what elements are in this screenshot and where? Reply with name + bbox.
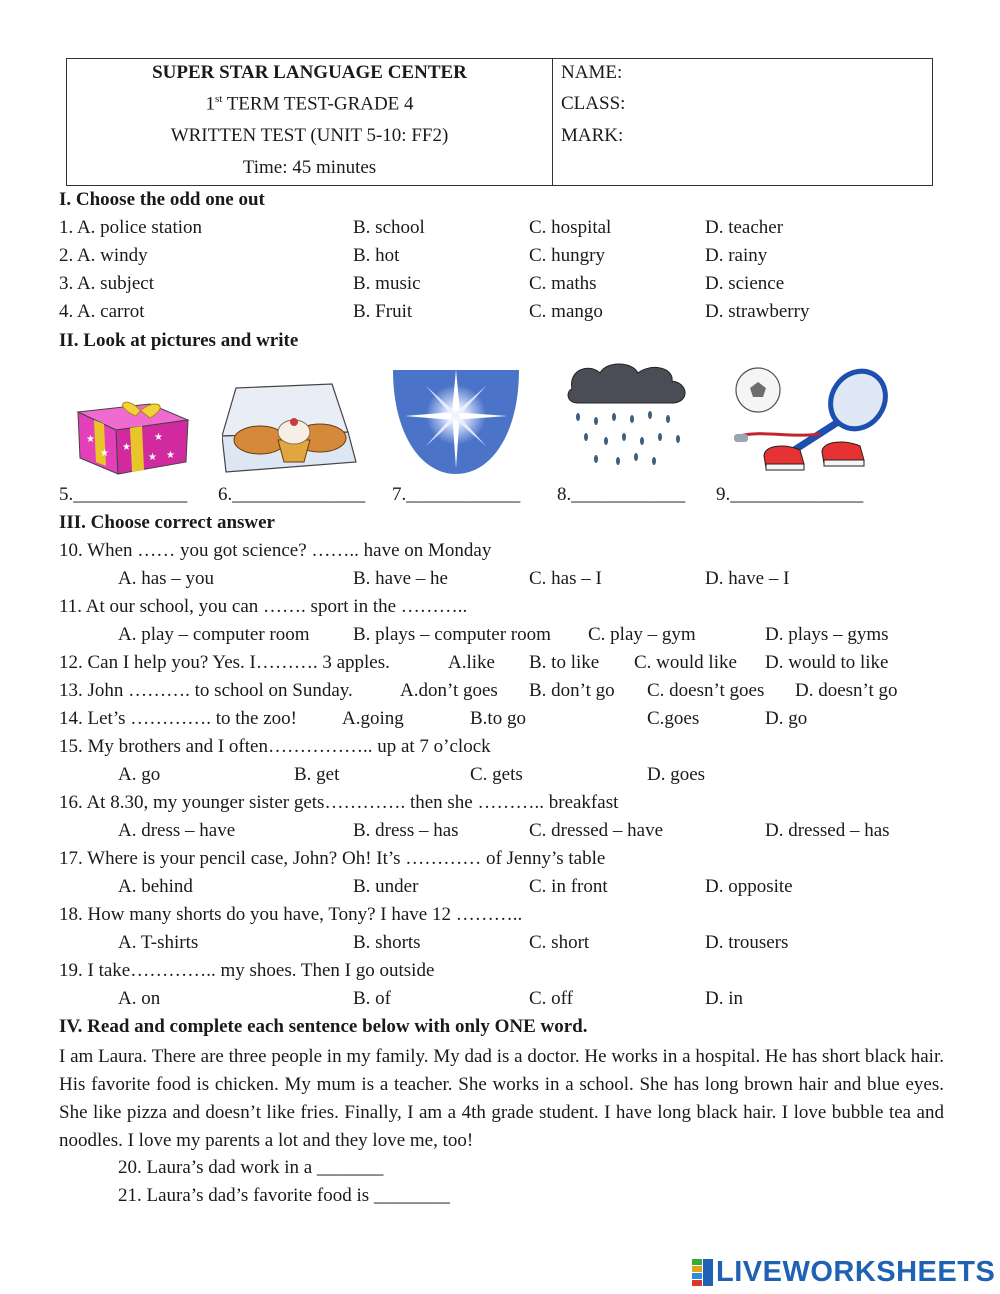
svg-text:★: ★ xyxy=(148,452,157,463)
q12-b[interactable]: B. to like xyxy=(529,652,600,673)
section-4-title: IV. Read and complete each sentence below with only ONE word. xyxy=(59,1016,588,1037)
blank-7[interactable]: 7.____________ xyxy=(392,484,521,505)
q12-c[interactable]: C. would like xyxy=(634,652,737,673)
q13-a[interactable]: A.don’t goes xyxy=(400,680,498,701)
q13-d[interactable]: D. doesn’t go xyxy=(795,680,898,701)
svg-text:★: ★ xyxy=(154,432,163,443)
q11-d[interactable]: D. plays – gyms xyxy=(765,624,889,645)
q13-c[interactable]: C. doesn’t goes xyxy=(647,680,765,701)
q4-d[interactable]: D. strawberry xyxy=(705,301,810,322)
q17-b[interactable]: B. under xyxy=(353,876,419,897)
star-night-picture xyxy=(391,364,521,476)
q15-a[interactable]: A. go xyxy=(118,764,161,785)
q4-c[interactable]: C. mango xyxy=(529,301,603,322)
q2-d[interactable]: D. rainy xyxy=(705,245,768,266)
q19-b[interactable]: B. of xyxy=(353,988,391,1009)
q20-text[interactable]: 20. Laura’s dad work in a _______ xyxy=(118,1157,384,1178)
blank-8[interactable]: 8.____________ xyxy=(557,484,686,505)
q1-b[interactable]: B. school xyxy=(353,217,425,238)
q11-text: 11. At our school, you can ……. sport in the ……….. xyxy=(59,596,468,617)
q2-c[interactable]: C. hungry xyxy=(529,245,605,266)
blank-6[interactable]: 6.______________ xyxy=(218,484,366,505)
q1-d[interactable]: D. teacher xyxy=(705,217,784,238)
q15-b[interactable]: B. get xyxy=(294,764,340,785)
q14-d[interactable]: D. go xyxy=(765,708,808,729)
q19-a[interactable]: A. on xyxy=(118,988,161,1009)
rain-cloud-picture xyxy=(566,361,690,469)
q21-text[interactable]: 21. Laura’s dad’s favorite food is ________ xyxy=(118,1185,450,1206)
mark-label: MARK: xyxy=(561,125,624,146)
q19-text: 19. I take………….. my shoes. Then I go outside xyxy=(59,960,435,981)
q17-text: 17. Where is your pencil case, John? Oh! It’s ………… of Jenny’s table xyxy=(59,848,606,869)
header-box xyxy=(66,58,933,186)
blank-9[interactable]: 9.______________ xyxy=(716,484,864,505)
logo-text: LIVEWORKSHEETS xyxy=(716,1256,996,1288)
q17-c[interactable]: C. in front xyxy=(529,876,608,897)
q4-a: 4. A. carrot xyxy=(59,301,145,322)
q1-c[interactable]: C. hospital xyxy=(529,217,612,238)
q15-c[interactable]: C. gets xyxy=(470,764,523,785)
q1-a: 1. A. police station xyxy=(59,217,203,238)
q18-c[interactable]: C. short xyxy=(529,932,590,953)
q18-a[interactable]: A. T-shirts xyxy=(118,932,199,953)
pastries-box-picture xyxy=(222,382,358,476)
q17-d[interactable]: D. opposite xyxy=(705,876,793,897)
q16-c[interactable]: C. dressed – have xyxy=(529,820,664,841)
q14-a[interactable]: A.going xyxy=(342,708,404,729)
q11-a[interactable]: A. play – computer room xyxy=(118,624,310,645)
q16-d[interactable]: D. dressed – has xyxy=(765,820,890,841)
header-divider xyxy=(552,59,553,185)
q18-d[interactable]: D. trousers xyxy=(705,932,789,953)
svg-text:★: ★ xyxy=(166,450,175,461)
svg-text:★: ★ xyxy=(100,448,109,459)
q13-text: 13. John ………. to school on Sunday. xyxy=(59,680,353,701)
q10-text: 10. When …… you got science? …….. have on Monday xyxy=(59,540,492,561)
q14-c[interactable]: C.goes xyxy=(647,708,700,729)
time-label: Time: 45 minutes xyxy=(242,157,377,178)
blank-5[interactable]: 5.____________ xyxy=(59,484,188,505)
q10-b[interactable]: B. have – he xyxy=(353,568,448,589)
q15-d[interactable]: D. goes xyxy=(647,764,706,785)
sports-equipment-picture xyxy=(730,364,890,478)
section-3-title: III. Choose correct answer xyxy=(59,512,275,533)
q19-c[interactable]: C. off xyxy=(529,988,573,1009)
q10-c[interactable]: C. has – I xyxy=(529,568,602,589)
q14-b[interactable]: B.to go xyxy=(470,708,526,729)
q4-b[interactable]: B. Fruit xyxy=(353,301,413,322)
q11-b[interactable]: B. plays – computer room xyxy=(353,624,551,645)
q13-b[interactable]: B. don’t go xyxy=(529,680,615,701)
q18-text: 18. How many shorts do you have, Tony? I have 12 ……….. xyxy=(59,904,523,925)
q19-d[interactable]: D. in xyxy=(705,988,743,1009)
gift-box-picture xyxy=(70,398,195,480)
q16-a[interactable]: A. dress – have xyxy=(118,820,236,841)
q3-d[interactable]: D. science xyxy=(705,273,785,294)
q2-a: 2. A. windy xyxy=(59,245,148,266)
name-label: NAME: xyxy=(561,62,623,83)
q10-a[interactable]: A. has – you xyxy=(118,568,215,589)
q12-d[interactable]: D. would to like xyxy=(765,652,889,673)
q18-b[interactable]: B. shorts xyxy=(353,932,421,953)
school-name: SUPER STAR LANGUAGE CENTER xyxy=(152,62,467,83)
term-title: 1st TERM TEST-GRADE 4 xyxy=(205,93,414,115)
reading-passage: I am Laura. There are three people in my family. My dad is a doctor. He works in a hospital. He has short black hair. His favorite food is chicken. My mum is a teacher. She works in a school. She has long brown hair and blue eyes. She like pizza and doesn’t like fries. Finally, I am a 4th grade student. I have long black hair. I love bubble tea and noodles. I love my parents a lot and they love me, too! xyxy=(59,1046,944,1151)
class-label: CLASS: xyxy=(561,93,626,114)
q14-text: 14. Let’s …………. to the zoo! xyxy=(59,708,297,729)
written-test-title: WRITTEN TEST (UNIT 5-10: FF2) xyxy=(170,125,449,146)
q3-a: 3. A. subject xyxy=(59,273,154,294)
q3-b[interactable]: B. music xyxy=(353,273,421,294)
q16-b[interactable]: B. dress – has xyxy=(353,820,459,841)
q12-a[interactable]: A.like xyxy=(448,652,495,673)
q12-text: 12. Can I help you? Yes. I………. 3 apples. xyxy=(59,652,390,673)
q15-text: 15. My brothers and I often…………….. up at 7 o’clock xyxy=(59,736,491,757)
liveworksheets-logo xyxy=(692,1256,995,1289)
q17-a[interactable]: A. behind xyxy=(118,876,193,897)
svg-text:★: ★ xyxy=(122,442,131,453)
svg-text:★: ★ xyxy=(86,434,95,445)
q2-b[interactable]: B. hot xyxy=(353,245,400,266)
q10-d[interactable]: D. have – I xyxy=(705,568,790,589)
section-2-title: II. Look at pictures and write xyxy=(59,330,299,351)
q11-c[interactable]: C. play – gym xyxy=(588,624,696,645)
q3-c[interactable]: C. maths xyxy=(529,273,597,294)
q16-text: 16. At 8.30, my younger sister gets…………. then she ……….. breakfast xyxy=(59,792,619,813)
liveworksheets-icon xyxy=(692,1259,714,1287)
section-1-title: I. Choose the odd one out xyxy=(59,189,265,210)
